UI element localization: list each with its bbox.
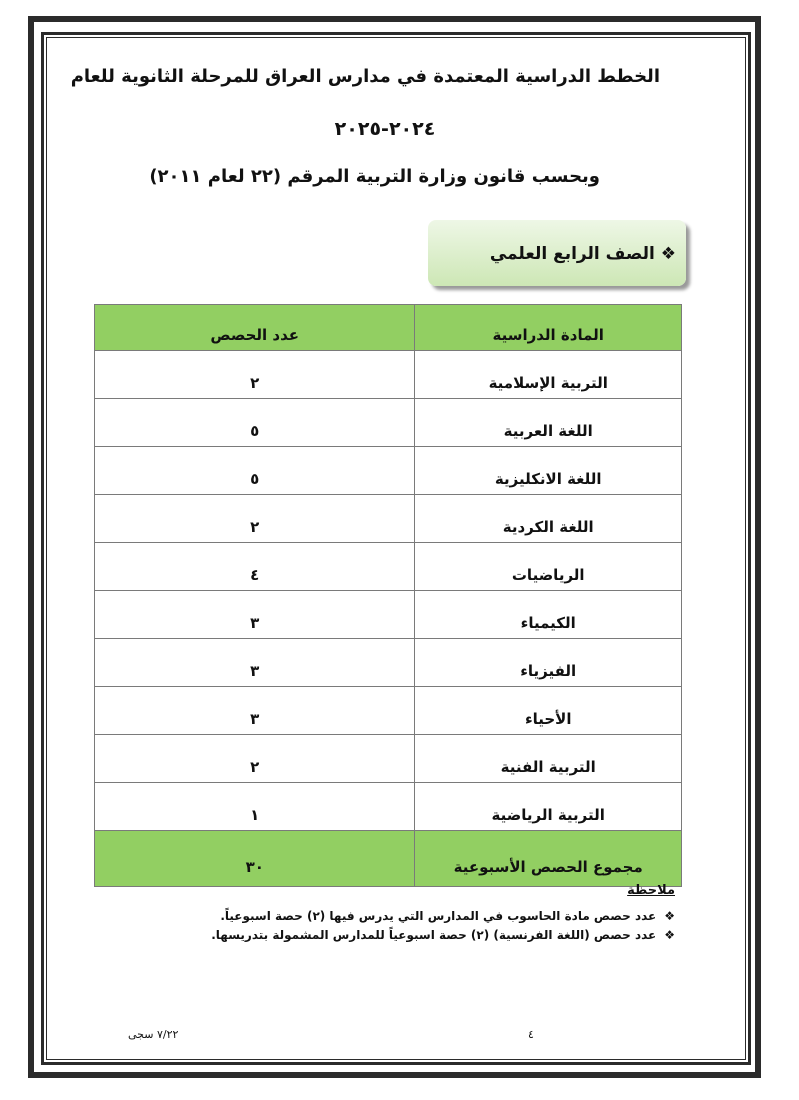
cell-count: ٣ (95, 639, 415, 687)
cell-subject: التربية الرياضية (415, 783, 682, 831)
cell-subject: التربية الإسلامية (415, 351, 682, 399)
document-title-year: ٢٠٢٤-٢٠٢٥ (334, 118, 436, 140)
cell-count: ٣ (95, 591, 415, 639)
cell-count: ٣ (95, 687, 415, 735)
section-title (440, 244, 676, 264)
cell-subject: اللغة الانكليزية (415, 447, 682, 495)
document-title-law: وبحسب قانون وزارة التربية المرقم (٢٢ لعام ٢٠١١) (149, 166, 600, 187)
table-row (95, 543, 682, 591)
total-count: ٣٠ (95, 831, 415, 887)
cell-subject: اللغة الكردية (415, 495, 682, 543)
cell-count: ٥ (95, 399, 415, 447)
cell-count: ٤ (95, 543, 415, 591)
note-item (220, 909, 675, 923)
diamond-bullet-icon: ❖ (660, 244, 676, 264)
total-label: مجموع الحصص الأسبوعية (415, 831, 682, 887)
cell-subject: الكيمياء (415, 591, 682, 639)
note-text: عدد حصص مادة الحاسوب في المدارس التي يدرس فيها (٢) حصة اسبوعياً. (220, 909, 657, 923)
cell-count: ٢ (95, 495, 415, 543)
note-item (211, 928, 675, 942)
diamond-bullet-icon: ❖ (664, 909, 675, 923)
table-row (95, 591, 682, 639)
table-row (95, 639, 682, 687)
table-total-row (95, 831, 682, 887)
cell-subject: الرياضيات (415, 543, 682, 591)
table-row (95, 783, 682, 831)
cell-subject: اللغة العربية (415, 399, 682, 447)
table-row (95, 495, 682, 543)
table-row (95, 351, 682, 399)
cell-count: ٢ (95, 735, 415, 783)
table-header-row (95, 305, 682, 351)
table-row (95, 687, 682, 735)
table-row (95, 399, 682, 447)
table-row (95, 735, 682, 783)
header-count: عدد الحصص (95, 305, 415, 351)
document-title-line1: الخطط الدراسية المعتمدة في مدارس العراق للمرحلة الثانوية للعام (70, 66, 660, 87)
cell-subject: التربية الفنية (415, 735, 682, 783)
note-text: عدد حصص (اللغة الفرنسية) (٢) حصة اسبوعياً للمدارس المشمولة بتدريسها. (211, 928, 657, 942)
curriculum-table (94, 304, 682, 887)
section-title-label: الصف الرابع العلمي (489, 244, 655, 264)
notes-heading: ملاحظة (627, 883, 675, 898)
cell-count: ١ (95, 783, 415, 831)
cell-subject: الأحياء (415, 687, 682, 735)
table-row (95, 447, 682, 495)
header-subject: المادة الدراسية (415, 305, 682, 351)
cell-count: ٥ (95, 447, 415, 495)
diamond-bullet-icon: ❖ (664, 928, 675, 942)
cell-count: ٢ (95, 351, 415, 399)
page-number: ٤ (528, 1028, 534, 1041)
cell-subject: الفيزياء (415, 639, 682, 687)
footer-code: ٧/٢٢ سجى (128, 1028, 179, 1041)
